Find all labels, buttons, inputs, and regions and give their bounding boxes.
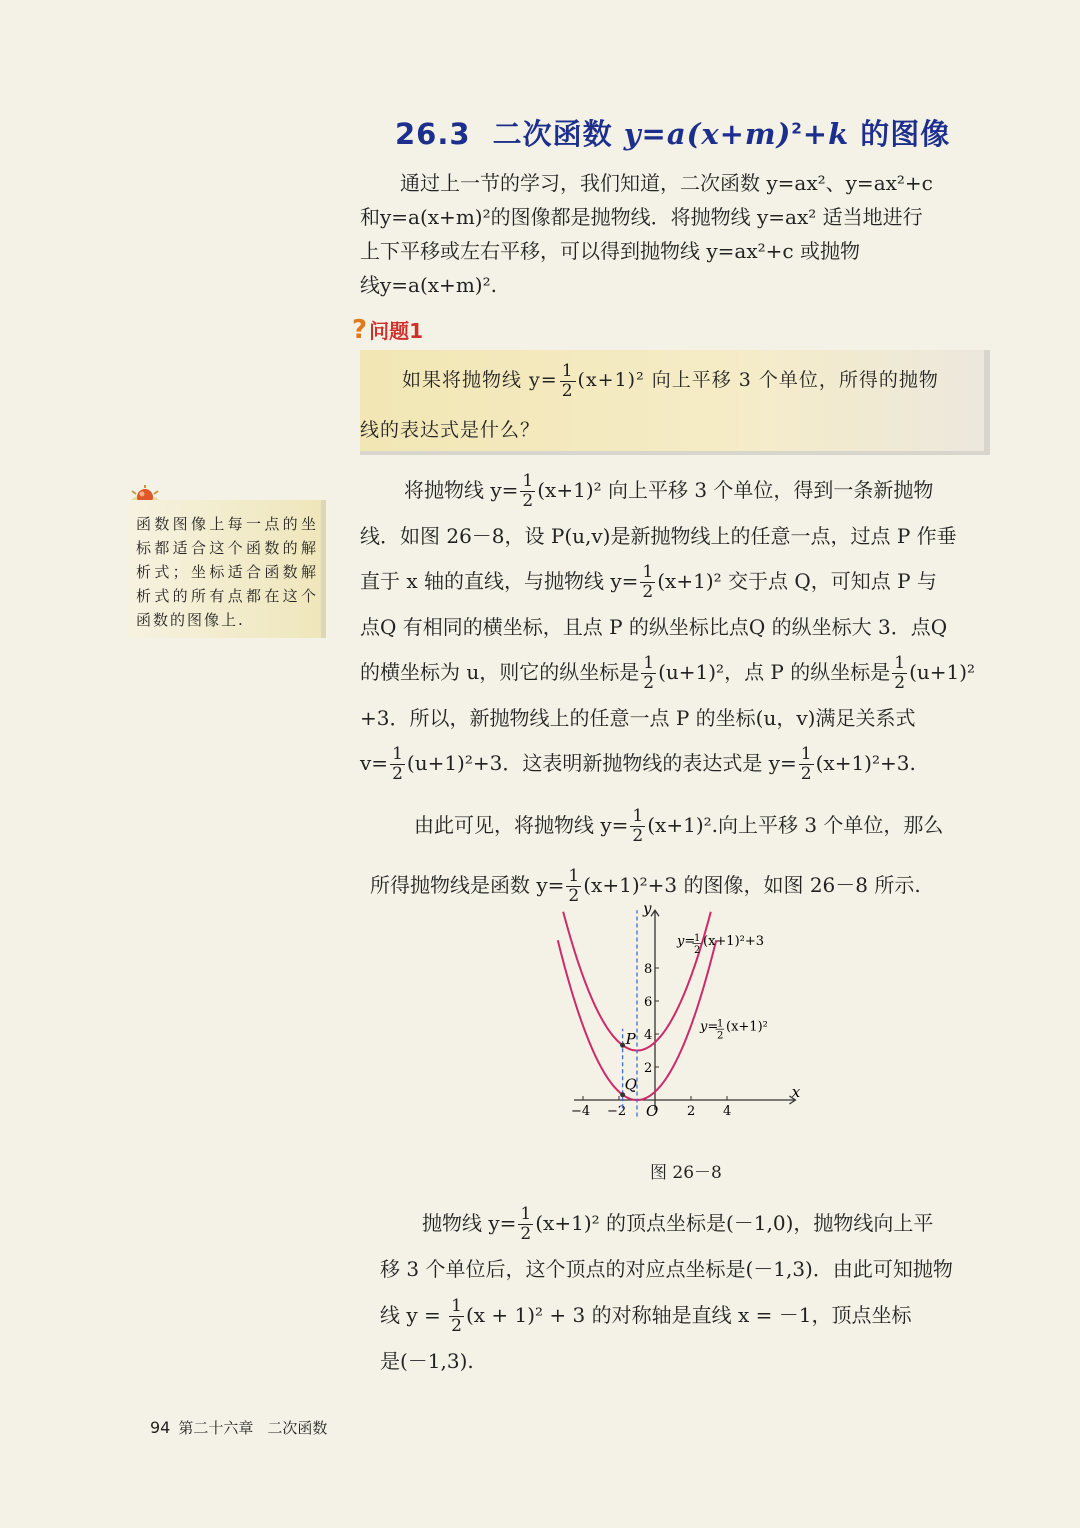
y-axis-label: y (643, 899, 652, 918)
final-text: 线 y = (380, 1303, 448, 1327)
conclusion-paragraph (360, 795, 980, 915)
y-tick-label: 6 (644, 995, 653, 1010)
fraction-denominator: 2 (392, 764, 403, 784)
fraction-denominator: 2 (451, 1316, 462, 1336)
problem-text-a: 如果将抛物线 y= (402, 369, 558, 391)
final-paragraph (360, 1200, 980, 1384)
page-footer (150, 1417, 327, 1438)
section-title-formula: y=a(x+m) (623, 117, 792, 151)
conclusion-text: (x+1)²+3 的图像，如图 26－8 所示. (583, 873, 921, 897)
fraction-half (520, 472, 535, 511)
problem-line-1 (360, 355, 980, 405)
fraction-half (640, 563, 655, 602)
fraction-denominator: 2 (568, 886, 580, 906)
lower-eq-suffix: (x+1)² (726, 1019, 768, 1035)
body-text: 的横坐标为 u，则它的纵坐标是 (360, 660, 640, 684)
question-mark-icon: ? (352, 315, 368, 345)
fraction-half (518, 1205, 533, 1244)
conclusion-text: 由此可见，将抛物线 y= (414, 813, 629, 837)
x-tick-label: −2 (607, 1104, 627, 1119)
fraction-half (799, 745, 814, 784)
problem-label: 问题1 (369, 319, 424, 343)
x-axis-label: x (791, 1083, 801, 1101)
intro-line: 和y=a(x+m)²的图像都是抛物线．将抛物线 y=ax² 适当地进行 (360, 205, 923, 229)
fraction-half (560, 362, 576, 401)
x-tick-label: 4 (723, 1104, 732, 1119)
fraction-denominator: 2 (520, 1224, 532, 1244)
final-text: (x + 1)² + 3 的对称轴是直线 x = －1，顶点坐标 (465, 1303, 912, 1327)
final-line: 是(－1,3). (380, 1349, 474, 1373)
section-number: 26.3 (395, 117, 471, 151)
body-text: (u+1)² (909, 660, 976, 684)
section-title-sup: 2 (791, 119, 803, 138)
upper-eq-suffix: (x+1)²+3 (703, 933, 765, 949)
origin-label: O (646, 1102, 659, 1120)
body-text: v= (360, 751, 389, 775)
fraction-numerator: 1 (894, 653, 906, 673)
lower-eq-numerator: 1 (717, 1018, 724, 1030)
fraction-numerator: 1 (451, 1296, 462, 1316)
problem-line-2: 线的表达式是什么？ (360, 419, 541, 441)
fraction-half (641, 654, 656, 693)
problem-text-b: (x+1)² 向上平移 3 个单位，所得的抛物 (577, 369, 939, 391)
body-line: 点Q 有相同的横坐标，且点 P 的纵坐标比点Q 的纵坐标大 3．点Q (360, 614, 948, 639)
body-line (360, 741, 980, 787)
fraction-numerator: 1 (520, 1204, 532, 1224)
intro-line: 线y=a(x+m)². (360, 273, 497, 297)
upper-curve-equation (676, 933, 764, 956)
section-title (395, 112, 950, 153)
section-title-prefix: 二次函数 (492, 117, 613, 151)
fraction-numerator: 1 (632, 806, 644, 826)
final-text: (x+1)² 的顶点坐标是(－1,0)，抛物线向上平 (535, 1211, 934, 1235)
fraction-half (630, 807, 645, 846)
upper-eq-denominator: 2 (694, 944, 701, 956)
body-line: 线．如图 26－8，设 P(u,v)是新抛物线上的任意一点，过点 P 作垂 (360, 523, 957, 548)
section-title-formula-b: +k (802, 117, 850, 151)
y-tick-label: 4 (644, 1028, 653, 1043)
fraction-denominator: 2 (642, 582, 654, 602)
body-paragraph (360, 468, 980, 787)
page-number: 94 (150, 1418, 171, 1437)
chapter-label: 第二十六章 (178, 1419, 254, 1437)
intro-line: 通过上一节的学习，我们知道，二次函数 y=ax²、y=ax²+c (400, 171, 933, 195)
conclusion-text: 所得抛物线是函数 y= (370, 873, 565, 897)
parabola-lower-curve (558, 940, 719, 1100)
intro-line: 上下平移或左右平移，可以得到抛物线 y=ax²+c 或抛物 (360, 239, 860, 263)
body-line (360, 559, 980, 605)
problem-text (360, 355, 980, 455)
x-tick-label: −4 (571, 1104, 591, 1119)
y-tick-label: 2 (644, 1061, 653, 1076)
parabola-figure (560, 899, 820, 1135)
fraction-numerator: 1 (568, 866, 580, 886)
fraction-numerator: 1 (800, 744, 812, 764)
fraction-denominator: 2 (522, 491, 534, 511)
final-text: 抛物线 y= (422, 1211, 517, 1235)
body-line (360, 650, 980, 696)
body-text: (x+1)² 向上平移 3 个单位，得到一条新抛物 (537, 478, 934, 502)
y-tick-label: 8 (644, 962, 653, 977)
problem-heading (352, 315, 423, 345)
chapter-title: 二次函数 (267, 1419, 328, 1437)
fraction-half (449, 1297, 464, 1336)
fraction-numerator: 1 (643, 653, 655, 673)
side-note-text: 函数图像上每一点的坐标都适合这个函数的解析式；坐标适合函数解析式的所有点都在这个函数的图像上. (136, 515, 318, 629)
body-text: 直于 x 轴的直线，与抛物线 y= (360, 569, 639, 593)
final-line (360, 1200, 980, 1246)
final-line: 移 3 个单位后，这个顶点的对应点坐标是(－1,3)．由此可知抛物 (380, 1257, 953, 1281)
fraction-half (390, 745, 405, 784)
body-text: (x+1)²+3. (815, 751, 916, 775)
fraction-denominator: 2 (800, 764, 812, 784)
conclusion-text: (x+1)².向上平移 3 个单位，那么 (647, 813, 944, 837)
point-p-label: P (625, 1030, 636, 1049)
section-title-suffix: 的图像 (860, 117, 951, 151)
fraction-half (566, 867, 581, 906)
body-line: +3．所以，新抛物线上的任意一点 P 的坐标(u，v)满足关系式 (360, 705, 916, 730)
fraction-numerator: 1 (642, 562, 654, 582)
x-tick-label: 2 (687, 1104, 696, 1119)
figure-caption: 图 26－8 (650, 1163, 722, 1183)
body-text: (u+1)²，点 P 的纵坐标是 (658, 660, 891, 684)
fraction-numerator: 1 (561, 360, 574, 381)
point-p-marker (620, 1043, 625, 1048)
fraction-denominator: 2 (632, 826, 644, 846)
body-text: 将抛物线 y= (404, 478, 519, 502)
lower-eq-denominator: 2 (717, 1030, 724, 1042)
final-line (360, 1292, 980, 1338)
point-q-label: Q (624, 1075, 637, 1094)
body-line (360, 468, 980, 514)
upper-eq-prefix: y= (677, 933, 696, 949)
fraction-numerator: 1 (392, 744, 403, 764)
fraction-denominator: 2 (894, 673, 906, 693)
intro-paragraph (360, 166, 980, 302)
fraction-numerator: 1 (522, 471, 534, 491)
fraction-denominator: 2 (561, 380, 574, 401)
fraction-half (892, 654, 907, 693)
conclusion-line (360, 795, 980, 855)
fraction-denominator: 2 (643, 673, 655, 693)
body-text: (x+1)² 交于点 Q，可知点 P 与 (657, 569, 937, 593)
lower-curve-equation (699, 1019, 768, 1042)
lower-eq-prefix: y= (700, 1019, 719, 1035)
body-text: (u+1)²+3．这表明新抛物线的表达式是 y= (406, 751, 797, 775)
upper-eq-numerator: 1 (694, 932, 701, 944)
